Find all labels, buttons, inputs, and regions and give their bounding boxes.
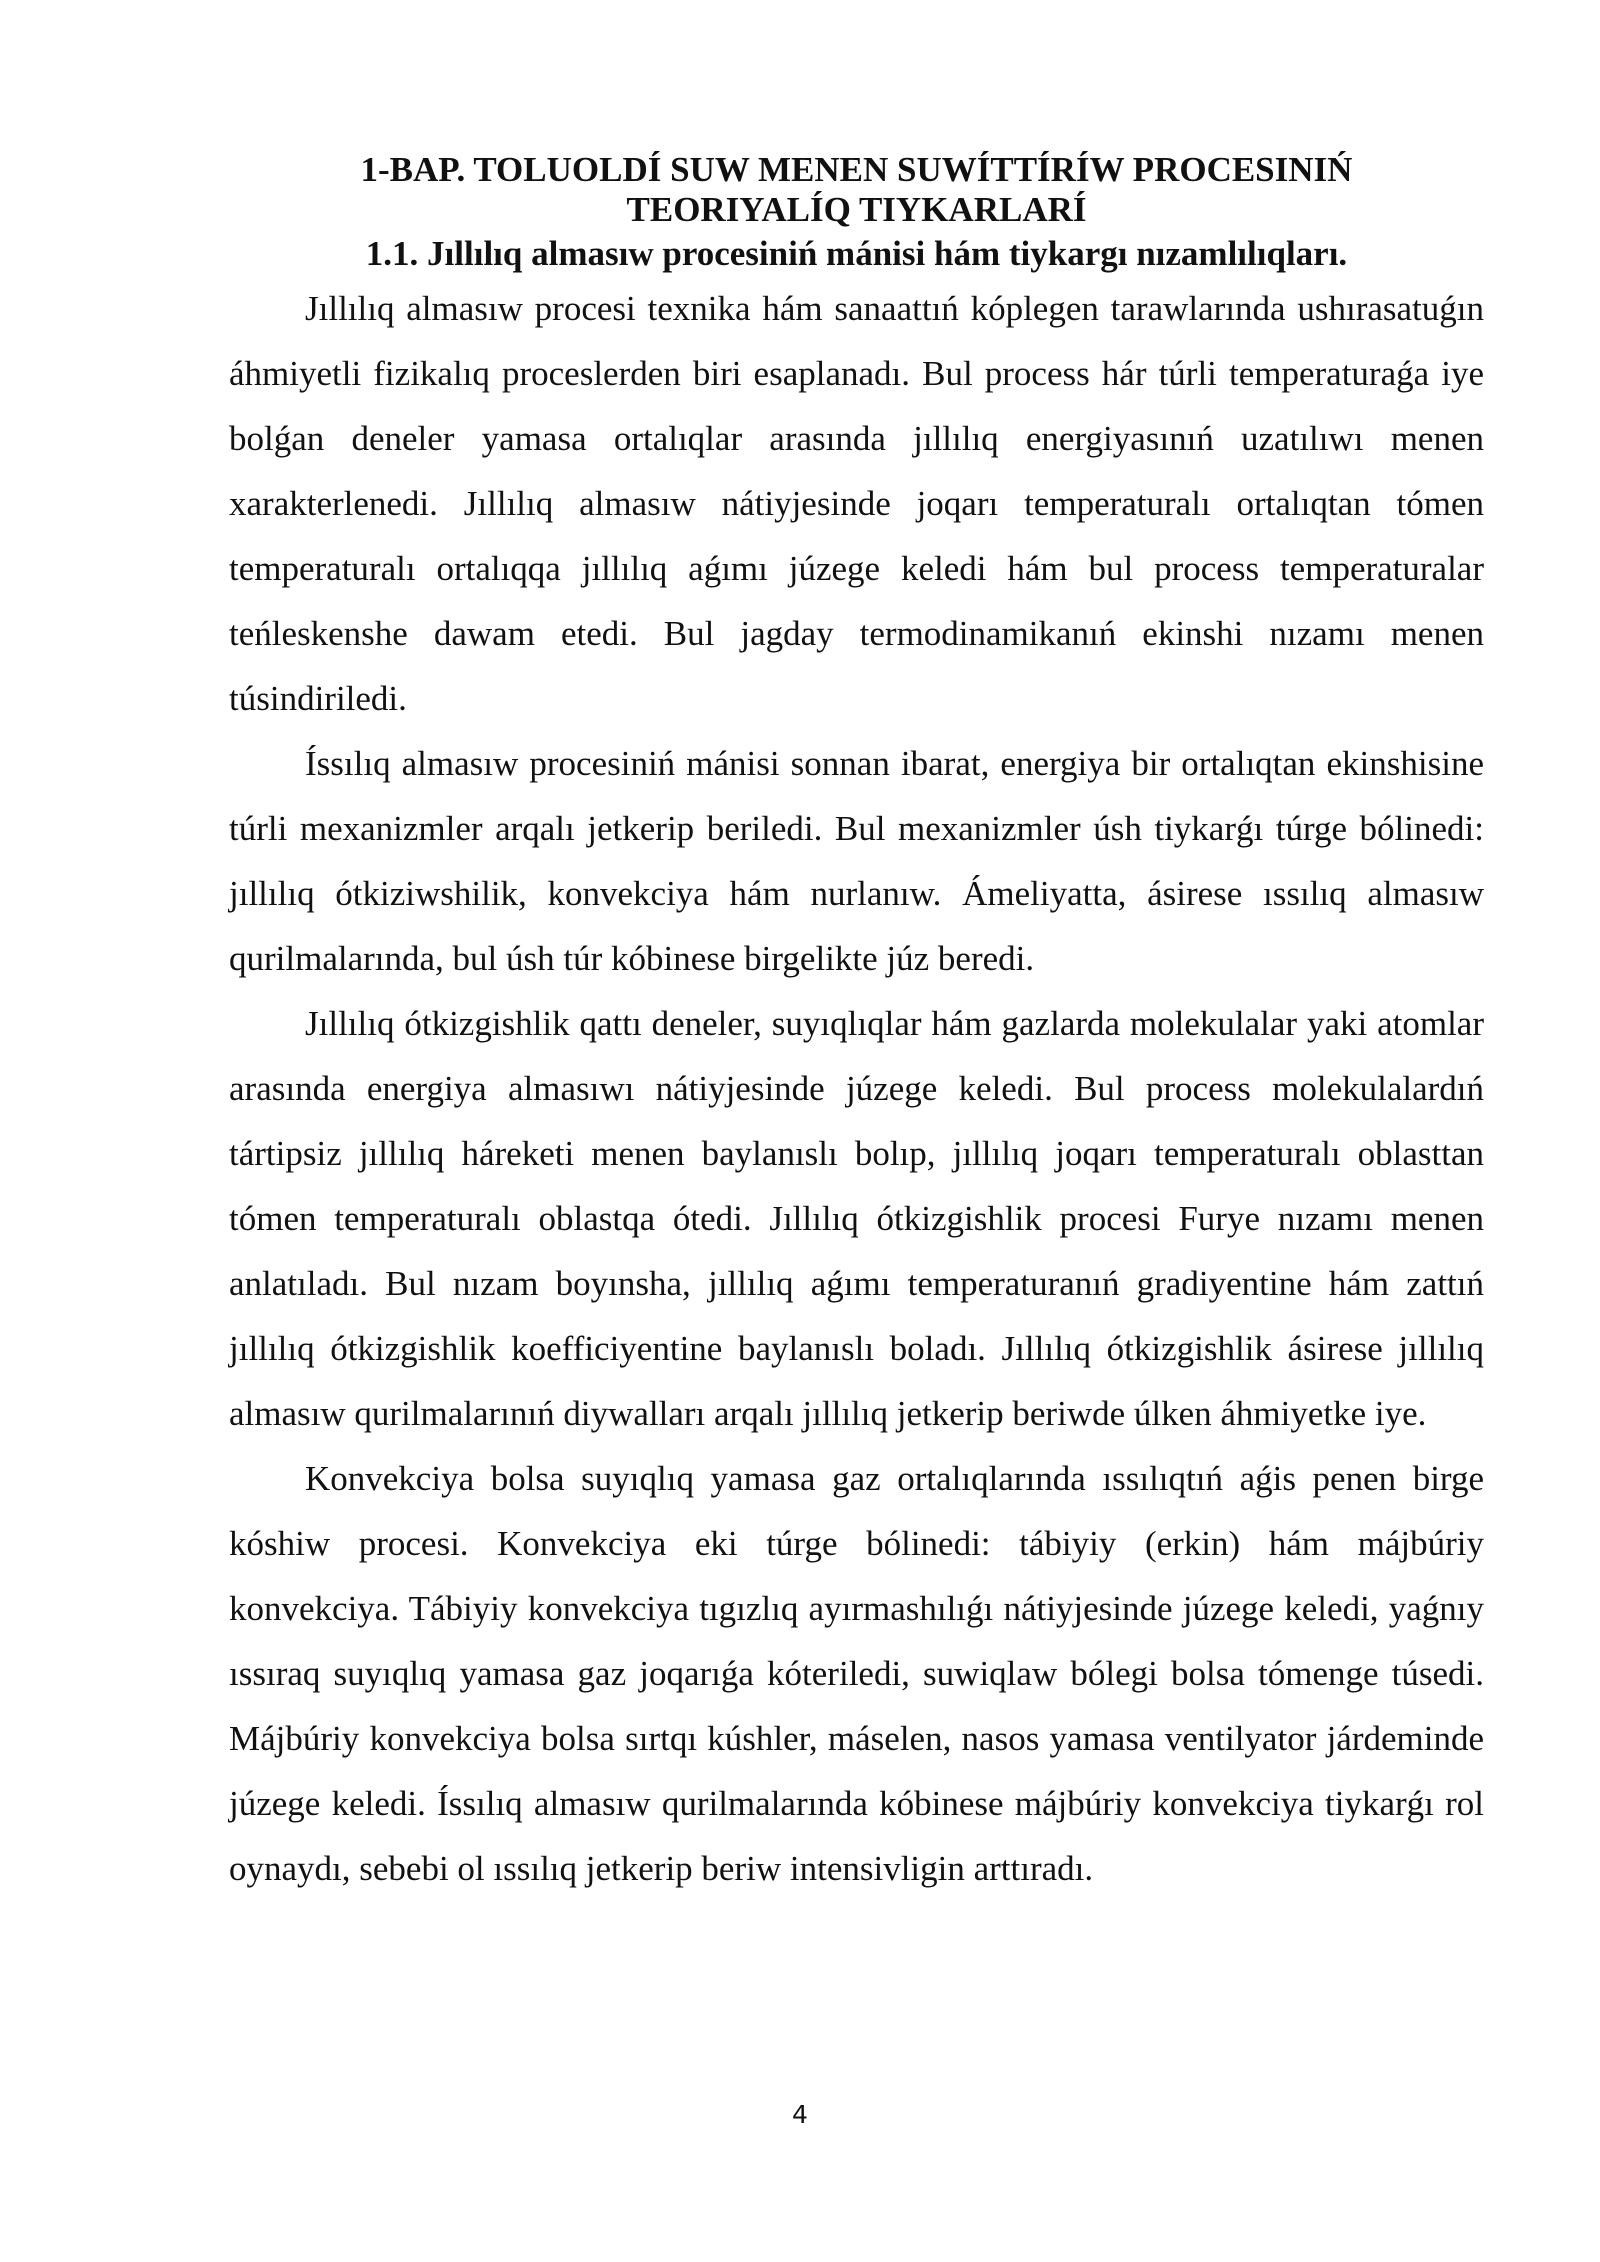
page-number: 4	[792, 2100, 808, 2129]
section-title: 1.1. Jıllılıq almasıw procesiniń mánisi hám tiykargı nızamlılıqları.	[365, 234, 1348, 273]
body-paragraph-2: Íssılıq almasıw procesiniń mánisi sonnan ibarat, energiya bir ortalıqtan ekinshisine túrli mexanizmler arqalı jetkerip beriledi. Bul mexanizmler úsh tiykarǵı túrge bólinedi: jıllılıq ótkiziwshilik, konvekciya hám nurlanıw. Ámeliyatta, ásirese ıssılıq almasıw qurilmalarında, bul úsh túr kóbinese birgelikte júz beredi.	[229, 744, 1484, 978]
body-paragraph-3: Jıllılıq ótkizgishlik qattı deneler, suyıqlıqlar hám gazlarda molekulalar yaki atomlar arasında energiya almasıwı nátiyjesinde júzege keledi. Bul process molekulalardıń tártipsiz jıllılıq háreketi menen baylanıslı bolıp, jıllılıq joqarı temperaturalı oblasttan tómen temperaturalı oblastqa ótedi. Jıllılıq ótkizgishlik procesi Furye nızamı menen anlatıladı. Bul nızam boyınsha, jıllılıq aǵımı temperaturanıń gradiyentine hám zattıń jıllılıq ótkizgishlik koefficiyentine baylanıslı boladı. Jıllılıq ótkizgishlik ásirese jıllılıq almasıw qurilmalarınıń diywalları arqalı jıllılıq jetkerip beriwde úlken áhmiyetke iye.	[229, 1004, 1484, 1433]
page-content	[229, 150, 1484, 1901]
body-paragraph-4: Konvekciya bolsa suyıqlıq yamasa gaz ortalıqlarında ıssılıqtıń aǵis penen birge kóshiw procesi. Konvekciya eki túrge bólinedi: tábiyiy (erkin) hám májbúriy konvekciya. Tábiyiy konvekciya tıgızlıq ayırmashılıǵı nátiyjesinde júzege keledi, yaǵnıy ıssıraq suyıqlıq yamasa gaz joqarıǵa kóteriledi, suwiqlaw bólegi bolsa tómenge túsedi. Májbúriy konvekciya bolsa sırtqı kúshler, máselen, nasos yamasa ventilyator járdeminde júzege keledi. Íssılıq almasıw qurilmalarında kóbinese májbúriy konvekciya tiykarǵı rol oynaydı, sebebi ol ıssılıq jetkerip beriw intensivligin arttıradı.	[229, 1459, 1484, 1888]
body-paragraph-1: Jıllılıq almasıw procesi texnika hám sanaattıń kóplegen tarawlarında ushırasatuǵın áhmiyetli fizikalıq proceslerden biri esaplanadı. Bul process hár túrli temperaturaǵa iye bolǵan deneler yamasa ortalıqlar arasında jıllılıq energiyasınıń uzatılıwı menen xarakterlenedi. Jıllılıq almasıw nátiyjesinde joqarı temperaturalı ortalıqtan tómen temperaturalı ortalıqqa jıllılıq aǵımı júzege keledi hám bul process temperaturalar teńleskenshe dawam etedi. Bul jagday termodinamikanıń ekinshi nızamı menen túsindiriledi.	[229, 289, 1484, 718]
chapter-title	[229, 150, 1484, 230]
chapter-title-line-2: TEORIYALÍQ TIYKARLARÍ	[626, 190, 1087, 229]
chapter-title-line-1: 1-BAP. TOLUOLDÍ SUW MENEN SUWÍTTÍRÍW PROCESINIŃ	[360, 150, 1353, 189]
